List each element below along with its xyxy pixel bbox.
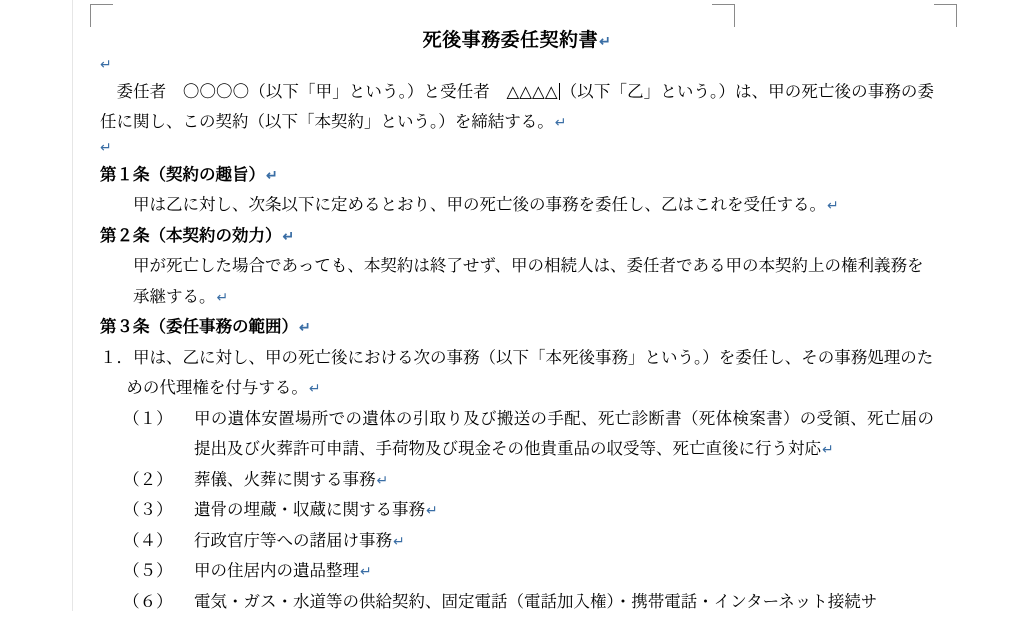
pilcrow-icon: ↵ — [827, 197, 839, 214]
pilcrow-icon: ↵ — [100, 138, 112, 155]
page-title — [100, 28, 934, 55]
pilcrow-icon: ↵ — [308, 380, 321, 397]
article-1-body — [100, 190, 934, 221]
article-1-heading-text: 第１条（契約の趣旨） — [100, 164, 265, 184]
list-item-label: （４） — [123, 530, 173, 550]
article-2-heading — [100, 221, 934, 252]
crop-mark-top-far-right — [934, 4, 957, 27]
list-item-text — [194, 465, 934, 496]
list-item — [100, 526, 934, 557]
pilcrow-icon: ↵ — [426, 502, 438, 519]
page-left-margin — [0, 0, 73, 611]
pilcrow-icon: ↵ — [216, 288, 229, 305]
list-item-text — [194, 526, 934, 557]
list-item-body: 葬儀、火葬に関する事務 — [194, 469, 376, 489]
pilcrow-icon: ↵ — [282, 227, 295, 244]
pilcrow-icon: ↵ — [822, 441, 834, 458]
list-item-body: 遺骨の埋蔵・収蔵に関する事務 — [194, 500, 426, 520]
list-item-label: （３） — [123, 500, 173, 520]
article-3-heading-text: 第３条（委任事務の範囲） — [100, 317, 298, 337]
pilcrow-icon: ↵ — [266, 166, 278, 183]
pilcrow-icon: ↵ — [393, 532, 405, 549]
article-3-heading — [100, 312, 934, 343]
list-item-label: （５） — [123, 561, 173, 581]
list-item — [100, 465, 934, 496]
blank-line-1 — [100, 55, 934, 77]
article-3-body-text: １．甲は、乙に対し、甲の死亡後における次の事務（以下「本死後事務」という。）を委任し、その事務処理のための代理権を付与する。 — [100, 347, 934, 398]
list-item — [100, 587, 934, 617]
article-2-body — [100, 251, 934, 312]
list-item — [100, 556, 934, 587]
article-2-heading-text: 第２条（本契約の効力） — [100, 225, 282, 245]
pilcrow-icon: ↵ — [554, 114, 567, 131]
preamble-paragraph — [100, 77, 934, 138]
preamble-text-head: 委任者 〇〇〇〇（以下「甲」という。）と受任者 △△△△ — [116, 81, 558, 101]
document-body[interactable] — [100, 0, 934, 611]
list-item-label: （１） — [123, 408, 173, 428]
list-item-body: 電気・ガス・水道等の供給契約、固定電話（電話加入権）・携帯電話・インターネット接続サ — [194, 591, 878, 611]
list-item-text — [194, 404, 934, 465]
blank-line-2 — [100, 138, 934, 160]
pilcrow-icon: ↵ — [100, 55, 112, 72]
article-3-body — [100, 343, 934, 404]
text-cursor — [559, 83, 560, 100]
list-item — [100, 404, 934, 465]
list-item-text — [194, 556, 934, 587]
list-item — [100, 495, 934, 526]
article-2-body-text: 甲が死亡した場合であっても、本契約は終了せず、甲の相続人は、委任者である甲の本契約上の権利義務を承継する。 — [133, 256, 924, 306]
list-item-label: （６） — [123, 591, 173, 611]
list-item-text — [194, 587, 934, 617]
list-item-body: 甲の遺体安置場所での遺体の引取り及び搬送の手配、死亡診断書（死体検案書）の受領、死亡届の提出及び火葬許可申請、手荷物及び現金その他貴重品の収受等、死亡直後に行う対応 — [194, 408, 934, 459]
article-1-heading — [100, 160, 934, 191]
preamble-text-tail: （以下「乙」という。）は、甲の死亡後の事務の委任に関し、この契約（以下「本契約」という。）を締結する。 — [100, 81, 934, 132]
pilcrow-icon: ↵ — [360, 563, 372, 580]
pilcrow-icon: ↵ — [299, 319, 311, 336]
list-item-body: 行政官庁等への諸届け事務 — [194, 530, 393, 550]
list-item-body: 甲の住居内の遺品整理 — [194, 561, 360, 581]
pilcrow-icon: ↵ — [376, 471, 389, 488]
list-item-text — [194, 495, 934, 526]
article-1-body-text: 甲は乙に対し、次条以下に定めるとおり、甲の死亡後の事務を委任し、乙はこれを受任する。 — [133, 195, 826, 215]
list-item-label: （２） — [123, 469, 173, 489]
pilcrow-icon: ↵ — [599, 33, 612, 49]
page-title-text: 死後事務委任契約書 — [422, 30, 599, 51]
